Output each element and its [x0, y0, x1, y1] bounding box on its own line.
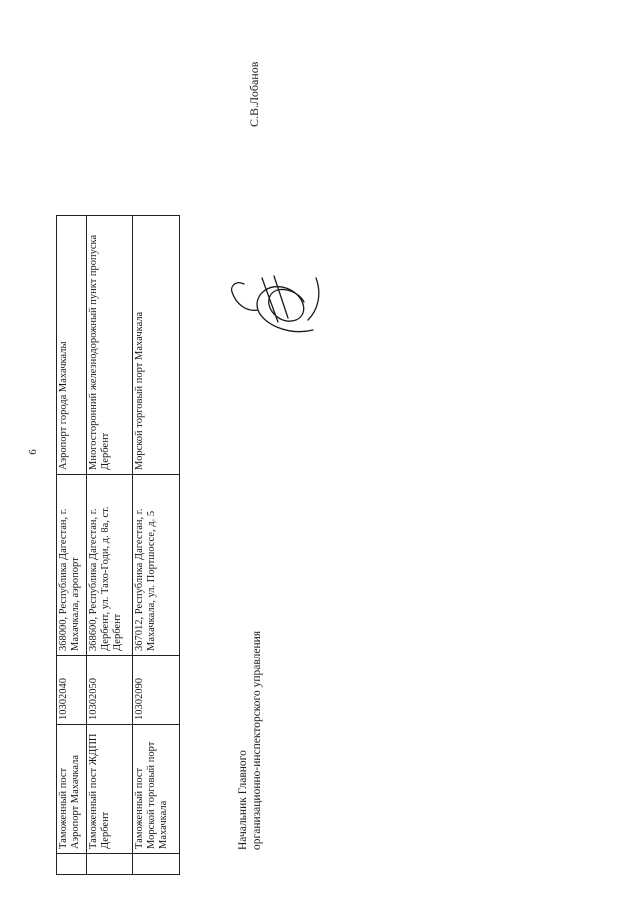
post-code-cell: 10302090 [133, 656, 180, 725]
table-row [133, 216, 180, 875]
row-number-cell [57, 854, 87, 875]
post-name-cell: Таможенный пост Аэропорт Махачкала [57, 725, 87, 854]
table-row [57, 216, 87, 875]
checkpoint-cell: Аэропорт города Махачкалы [57, 216, 87, 475]
customs-posts-table [56, 215, 180, 875]
signatory-name: С.В.Лобанов [247, 61, 261, 127]
handwritten-signature [218, 270, 328, 340]
post-code-cell: 10302050 [87, 656, 133, 725]
signatory-title-line1: Начальник Главного [237, 750, 249, 850]
post-code-cell: 10302040 [57, 656, 87, 725]
row-number-cell [133, 854, 180, 875]
row-number-cell [87, 854, 133, 875]
post-name-cell: Таможенный пост Морской торговый порт Махачкала [133, 725, 180, 854]
signatory-title-line2: организационно-инспекторского управления [251, 630, 263, 850]
checkpoint-cell: Морской торговый порт Махачкала [133, 216, 180, 475]
page-number: 6 [26, 449, 39, 455]
signatory-title [236, 631, 264, 850]
checkpoint-cell: Многосторонний железнодорожный пункт пропуска Дербент [87, 216, 133, 475]
post-address-cell: 367012, Республика Дагестан, г. Махачкала, ул. Портшоссе, д. 5 [133, 475, 180, 656]
post-address-cell: 368600, Республика Дагестан, г. Дербент, ул. Тахо-Годи, д. 8а, ст. Дербент [87, 475, 133, 656]
post-name-cell: Таможенный пост ЖДПП Дербент [87, 725, 133, 854]
post-address-cell: 368000, Республика Дагестан, г. Махачкала, аэропорт [57, 475, 87, 656]
table-row [87, 216, 133, 875]
rotated-page-content [0, 25, 620, 875]
